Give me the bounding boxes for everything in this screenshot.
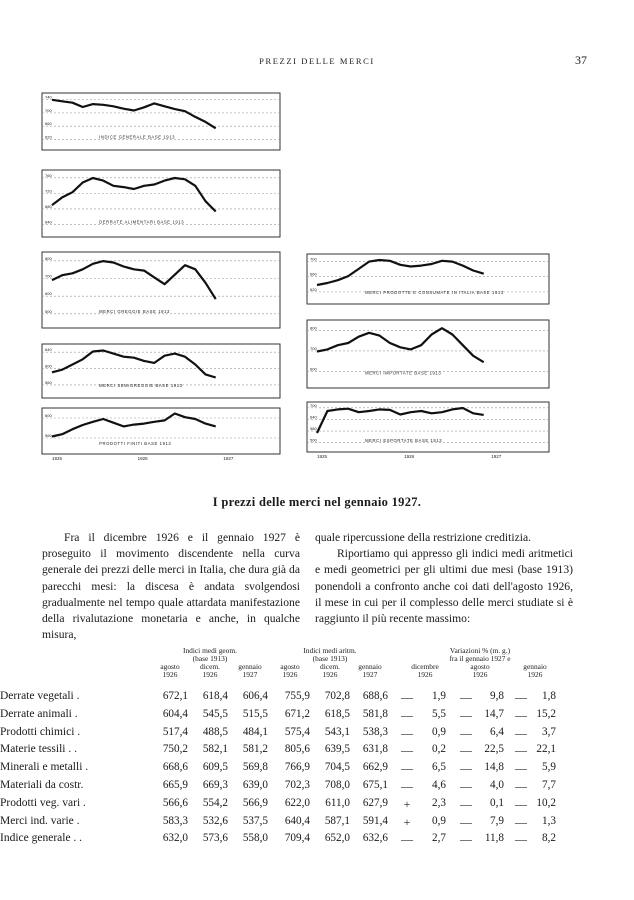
var-gennaio-value: 1,3	[542, 814, 556, 827]
var-agosto-sign: —	[460, 832, 472, 847]
geom-dicem-value: 545,5	[202, 707, 228, 720]
geom-dicem-value: 669,3	[202, 779, 228, 791]
right-column-text	[315, 530, 573, 627]
geom-gennaio-value: 581,2	[242, 743, 268, 756]
series-line-left-4	[52, 351, 216, 378]
geom-dicem-value: 532,6	[202, 814, 228, 827]
var-agosto-sign: —	[460, 779, 472, 793]
var-agosto-value: 14,8	[484, 761, 504, 774]
y-tick-label: 800	[310, 325, 317, 331]
series-label: MERCI IMPORTATE BASE 1913	[365, 370, 442, 376]
arit-agosto-value: 622,0	[284, 796, 310, 809]
x-axis-label: 1925	[317, 454, 328, 459]
var-gennaio-value: 7,7	[542, 779, 556, 791]
chart-frame-left-5	[42, 408, 280, 454]
var-agosto-sign: —	[460, 743, 472, 758]
series-line-left-5	[52, 414, 216, 437]
geom-agosto-value: 517,4	[162, 725, 188, 738]
geom-gennaio-value: 484,1	[242, 725, 268, 738]
row-label: Materie tessili . .	[0, 743, 77, 756]
var-dicembre-sign: +	[403, 814, 411, 829]
geom-agosto-value: 604,4	[162, 707, 188, 720]
var-agosto-value: 6,4	[490, 725, 504, 738]
var-agosto-value: 11,8	[484, 832, 504, 845]
var-gennaio-value: 5,9	[542, 761, 556, 774]
geom-dicem-value: 554,2	[202, 796, 228, 809]
series-label: INDICE GENERALE BASE 1913	[99, 134, 176, 140]
var-dicembre-sign: +	[403, 796, 411, 811]
arit-gennaio-value: 662,9	[362, 761, 388, 774]
x-axis-label: 1927	[223, 456, 234, 461]
col-geom-agosto-year: 1926	[162, 670, 178, 679]
arit-agosto-value: 702,3	[284, 779, 310, 791]
geom-agosto-value: 665,9	[162, 779, 188, 791]
var-gennaio-sign: —	[515, 761, 527, 776]
y-tick-label: 700	[310, 345, 317, 351]
arit-agosto-value: 805,6	[284, 743, 310, 756]
col-geom-gennaio-year: 1927	[242, 670, 258, 679]
var-dicembre-sign: —	[401, 690, 413, 704]
y-tick-label: 600	[45, 413, 52, 418]
y-tick-label: 700	[45, 107, 52, 113]
var-gennaio-sign: —	[515, 725, 527, 740]
y-tick-label: 640	[45, 347, 52, 353]
arit-gennaio-value: 591,4	[362, 814, 388, 827]
chart-frame-left-2	[42, 170, 280, 237]
geom-dicem-value: 488,5	[202, 725, 228, 738]
col-geom-gennaio: gennaio	[238, 662, 262, 671]
geom-gennaio-value: 569,8	[242, 761, 268, 774]
var-agosto-sign: —	[460, 814, 472, 829]
geom-dicem-value: 573,6	[202, 832, 228, 845]
arit-dicem-value: 618,5	[324, 707, 350, 720]
geom-gennaio-value: 537,5	[242, 814, 268, 827]
x-axis-label: 1926	[137, 456, 148, 461]
row-label: Prodotti chimici .	[0, 725, 81, 738]
var-gennaio-sign: —	[515, 796, 527, 811]
y-tick-label: 500	[310, 437, 317, 443]
geom-agosto-value: 750,2	[162, 743, 188, 756]
series-line-right-1	[317, 260, 484, 285]
y-tick-label: 760	[45, 172, 52, 178]
var-agosto-value: 9,8	[490, 690, 504, 702]
col-var-agosto: agosto	[470, 662, 490, 671]
y-tick-label: 600	[45, 291, 52, 297]
arit-agosto-value: 755,9	[284, 690, 310, 702]
var-dicembre-value: 4,6	[432, 779, 446, 791]
row-label: Derrate vegetali .	[0, 690, 80, 702]
geom-gennaio-value: 515,5	[242, 707, 268, 720]
header-var-group: Variazioni % (m. g.)	[449, 646, 511, 655]
y-tick-label: 560	[45, 379, 52, 385]
col-arit-dicem-year: 1926	[322, 670, 338, 679]
running-title: PREZZI DELLE MERCI	[259, 56, 375, 66]
geom-agosto-value: 672,1	[162, 690, 188, 702]
series-label: PRODOTTI FINITI BASE 1913	[99, 440, 172, 446]
header-arit-base: (base 1913)	[312, 654, 348, 663]
row-label: Prodotti veg. vari .	[0, 796, 86, 809]
arit-dicem-value: 543,1	[324, 725, 350, 738]
col-arit-gennaio: gennaio	[358, 662, 382, 671]
series-label: MERCI SEMIGREGGIE BASE 1913	[99, 383, 183, 389]
y-tick-label: 720	[45, 188, 52, 194]
y-tick-label: 660	[310, 271, 317, 277]
row-label: Materiali da costr.	[0, 779, 84, 791]
var-dicembre-value: 0,2	[432, 743, 446, 756]
var-agosto-sign: —	[460, 761, 472, 776]
var-gennaio-sign: —	[515, 743, 527, 758]
y-tick-label: 620	[310, 286, 317, 292]
arit-gennaio-value: 538,3	[362, 725, 388, 738]
arit-gennaio-value: 688,6	[362, 690, 388, 702]
geom-gennaio-value: 606,4	[242, 690, 268, 702]
left-column-text: Fra il dicembre 1926 e il gennaio 1927 è proseguito il movimento discendente nella curva generale dei prezzi delle merci in Italia, che dura già da parecchi mesi: la discesa è andata svolgendosi gradualmente nel tempo quale attardata manifestazione della rivalutazione monetaria e anche, in qualche misura,	[42, 531, 300, 642]
var-gennaio-value: 22,1	[536, 743, 556, 756]
header-geom-base: (base 1913)	[192, 654, 228, 663]
var-gennaio-value: 1,8	[542, 690, 556, 702]
var-agosto-value: 14,7	[484, 707, 504, 720]
y-tick-label: 700	[310, 256, 317, 262]
geom-gennaio-value: 639,0	[242, 779, 268, 791]
y-tick-label: 500	[45, 308, 52, 314]
row-label: Merci ind. varie .	[0, 814, 80, 827]
x-axis-label: 1926	[404, 454, 415, 459]
arit-agosto-value: 766,9	[284, 761, 310, 774]
arit-dicem-value: 587,1	[324, 814, 350, 827]
row-label: Derrate animali .	[0, 707, 78, 720]
arit-dicem-value: 652,0	[324, 832, 350, 845]
col-var-agosto-year: 1926	[472, 670, 488, 679]
var-agosto-sign: —	[460, 707, 472, 722]
series-line-left-3	[52, 261, 216, 299]
series-line-right-3	[317, 408, 484, 433]
series-line-left-2	[52, 178, 216, 212]
var-dicembre-value: 6,5	[432, 761, 446, 774]
var-dicembre-value: 1,9	[432, 690, 446, 702]
y-tick-label: 620	[45, 134, 52, 140]
var-gennaio-sign: —	[515, 779, 527, 793]
col-geom-dicem-year: 1926	[202, 670, 218, 679]
col-var-gennaio: gennaio	[523, 662, 547, 671]
y-tick-label: 740	[45, 94, 52, 100]
var-agosto-sign: —	[460, 796, 472, 811]
var-gennaio-value: 15,2	[536, 707, 556, 720]
y-tick-label: 700	[310, 402, 317, 408]
var-gennaio-value: 3,7	[542, 725, 556, 738]
y-tick-label: 680	[45, 203, 52, 209]
var-gennaio-value: 8,2	[542, 832, 556, 845]
arit-dicem-value: 704,5	[324, 761, 350, 774]
geom-dicem-value: 618,4	[202, 690, 228, 702]
row-label: Indice generale . .	[0, 832, 83, 845]
y-tick-label: 640	[310, 414, 317, 420]
col-var-dicembre-year: 1926	[417, 670, 433, 679]
col-geom-agosto: agosto	[160, 662, 180, 671]
arit-gennaio-value: 631,8	[362, 743, 388, 756]
header-geom-group: Indici medi geom.	[183, 646, 237, 655]
arit-agosto-value: 575,4	[284, 725, 310, 738]
var-dicembre-sign: —	[401, 761, 413, 776]
var-agosto-value: 0,1	[490, 796, 504, 809]
var-gennaio-sign: —	[515, 832, 527, 847]
arit-gennaio-value: 675,1	[362, 779, 388, 791]
col-arit-gennaio-year: 1927	[362, 670, 378, 679]
var-dicembre-value: 2,3	[432, 796, 446, 809]
geom-gennaio-value: 558,0	[242, 832, 268, 845]
y-tick-label: 600	[310, 366, 317, 372]
col-geom-dicem: dicem.	[200, 662, 220, 671]
row-label: Minerali e metalli .	[0, 761, 89, 774]
geom-agosto-value: 668,6	[162, 761, 188, 774]
page-number: 37	[575, 53, 587, 67]
col-var-gennaio-year: 1926	[527, 670, 543, 679]
var-dicembre-sign: —	[401, 832, 413, 847]
arit-gennaio-value: 627,9	[362, 796, 388, 809]
geom-agosto-value: 632,0	[162, 832, 188, 845]
series-label: MERCI ESPORTATE BASE 1913	[365, 438, 443, 443]
var-agosto-sign: —	[460, 725, 472, 740]
var-agosto-sign: —	[460, 690, 472, 704]
arit-dicem-value: 702,8	[324, 690, 350, 702]
var-dicembre-sign: —	[401, 779, 413, 793]
col-var-dicembre: dicembre	[411, 662, 439, 671]
geom-agosto-value: 566,6	[162, 796, 188, 809]
right-first-line: quale ripercussione della restrizione creditizia.	[315, 531, 531, 544]
header-var-note: fra il gennaio 1927 e	[449, 654, 511, 663]
arit-agosto-value: 709,4	[284, 832, 310, 845]
y-tick-label: 800	[45, 255, 52, 261]
var-dicembre-sign: —	[401, 725, 413, 740]
series-line-left-1	[52, 100, 216, 129]
var-agosto-value: 22,5	[484, 743, 504, 756]
arit-dicem-value: 708,0	[324, 779, 350, 791]
y-tick-label: 600	[45, 363, 52, 369]
var-gennaio-sign: —	[515, 814, 527, 829]
figure-title: I prezzi delle merci nel gennaio 1927.	[212, 495, 422, 509]
y-tick-label: 580	[310, 426, 317, 432]
chart-frame-left-3	[42, 252, 280, 328]
x-axis-label: 1925	[52, 456, 63, 461]
col-arit-agosto-year: 1926	[282, 670, 298, 679]
col-arit-agosto: agosto	[280, 662, 300, 671]
var-gennaio-sign: —	[515, 690, 527, 704]
series-line-right-2	[317, 328, 484, 362]
arit-agosto-value: 671,2	[284, 707, 310, 720]
x-axis-label: 1927	[491, 454, 502, 459]
arit-gennaio-value: 632,6	[362, 832, 388, 845]
geom-agosto-value: 583,3	[162, 814, 188, 827]
var-gennaio-sign: —	[515, 707, 527, 722]
var-dicembre-value: 5,5	[432, 707, 446, 720]
arit-dicem-value: 611,0	[325, 796, 350, 809]
arit-dicem-value: 639,5	[324, 743, 350, 756]
y-tick-label: 700	[45, 273, 52, 279]
y-tick-label: 560	[45, 433, 52, 438]
var-dicembre-value: 0,9	[432, 725, 446, 738]
var-dicembre-value: 2,7	[432, 832, 446, 845]
y-tick-label: 640	[45, 219, 52, 225]
var-agosto-value: 4,0	[490, 779, 504, 791]
var-agosto-value: 7,9	[490, 814, 504, 827]
geom-gennaio-value: 566,9	[242, 796, 268, 809]
var-dicembre-value: 0,9	[432, 814, 446, 827]
chart-frame-left-4	[42, 344, 280, 398]
y-tick-label: 660	[45, 121, 52, 127]
col-arit-dicem: dicem.	[320, 662, 340, 671]
geom-dicem-value: 582,1	[202, 743, 228, 756]
chart-frame-left-1	[42, 93, 280, 150]
series-label: MERCI PRODOTTE E CONSUMATE IN ITALIA BASE 1913	[365, 290, 504, 295]
right-paragraph: Riportiamo qui appresso gli indici medi aritmetici e medi geometrici per gli ultimi due mesi (base 1913) ponendoli a confronto anche coi dati dell'agosto 1926, il mese in cui per il complesso delle merci studiate si è raggiunto il più recente massimo:	[315, 547, 573, 626]
var-gennaio-value: 10,2	[536, 796, 556, 809]
series-label: MERCI GREGGIE BASE 1913	[99, 308, 170, 314]
geom-dicem-value: 609,5	[202, 761, 228, 774]
arit-agosto-value: 640,4	[284, 814, 310, 827]
series-label: DERRATE ALIMENTARI BASE 1913	[99, 219, 185, 225]
arit-gennaio-value: 581,8	[362, 707, 388, 720]
var-dicembre-sign: —	[401, 743, 413, 758]
var-dicembre-sign: —	[401, 707, 413, 722]
header-arit-group: Indici medi aritm.	[303, 646, 357, 655]
